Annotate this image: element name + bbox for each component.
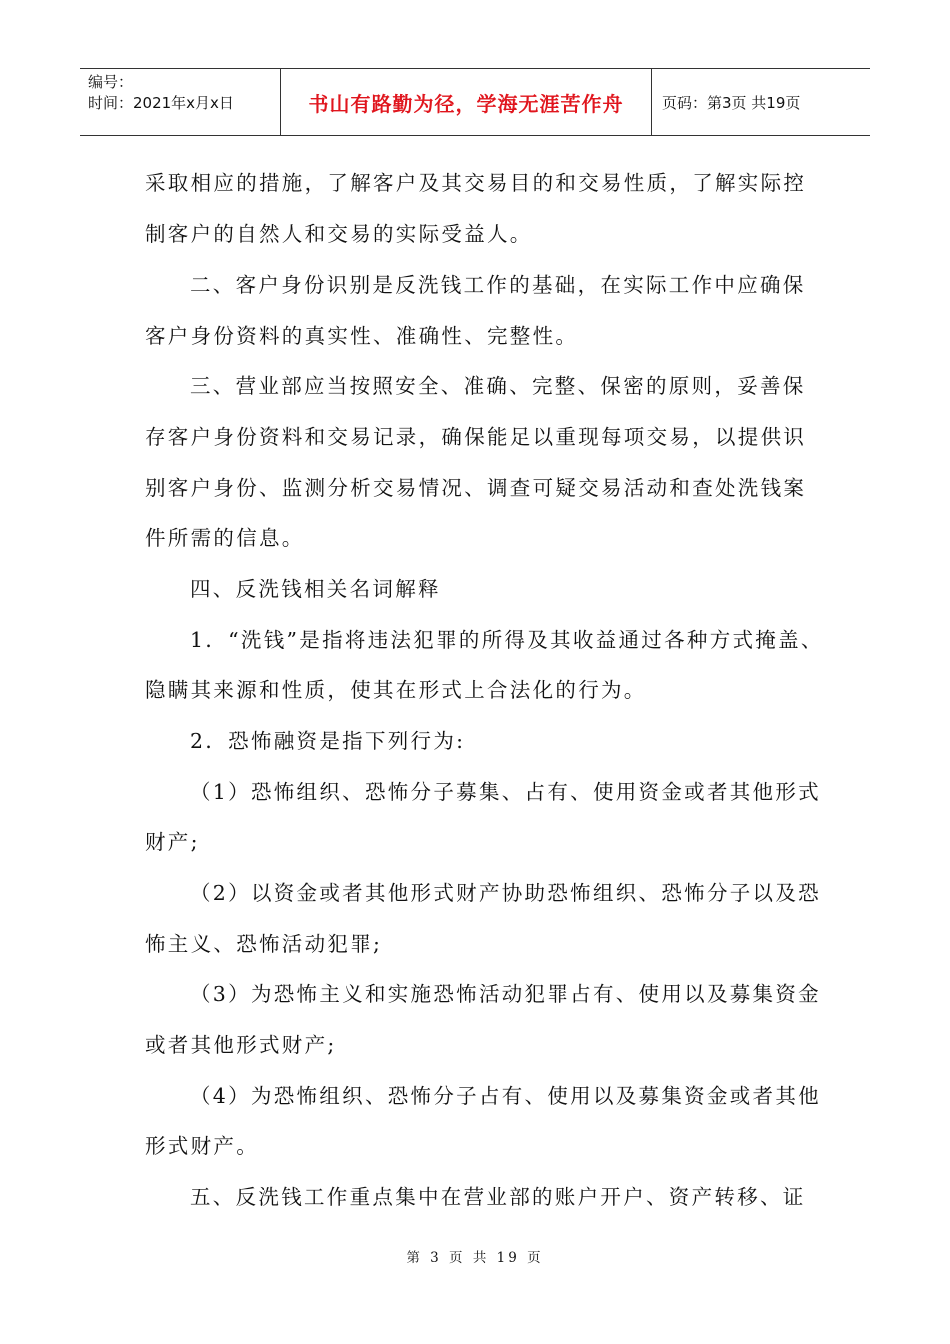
body-line: 三、营业部应当按照安全、准确、完整、保密的原则，妥善保: [190, 374, 806, 398]
body-line: 五、反洗钱工作重点集中在营业部的账户开户、资产转移、证: [190, 1185, 806, 1209]
body-line: 1．“洗钱”是指将违法犯罪的所得及其收益通过各种方式掩盖、: [190, 628, 824, 652]
body-line: 财产;: [145, 830, 200, 854]
page-footer: 第 3 页 共 19 页: [406, 1250, 544, 1266]
body-line: 2．恐怖融资是指下列行为:: [190, 729, 466, 753]
body-line: 客户身份资料的真实性、准确性、完整性。: [145, 324, 579, 348]
header-motto: 书山有路勤为径，学海无涯苦作舟: [308, 91, 624, 116]
header-meta: [80, 69, 280, 135]
header-page-info: 页码：第3页 共19页: [662, 93, 801, 112]
body-line: 形式财产。: [145, 1134, 259, 1158]
body-line: （4）为恐怖组织、恐怖分子占有、使用以及募集资金或者其他: [190, 1084, 821, 1108]
body-line: 制客户的自然人和交易的实际受益人。: [145, 222, 533, 246]
body-line: 别客户身份、监测分析交易情况、调查可疑交易活动和查处洗钱案: [145, 476, 807, 500]
document-date-label: 时间：2021年x月x日: [88, 94, 234, 112]
body-line: 怖主义、恐怖活动犯罪;: [145, 932, 383, 956]
body-line: 采取相应的措施，了解客户及其交易目的和交易性质，了解实际控: [145, 171, 807, 195]
body-line: 件所需的信息。: [145, 526, 305, 550]
body-line: （2）以资金或者其他形式财产协助恐怖组织、恐怖分子以及恐: [190, 881, 821, 905]
body-line: （1）恐怖组织、恐怖分子募集、占有、使用资金或者其他形式: [190, 780, 821, 804]
body-line: 二、客户身份识别是反洗钱工作的基础，在实际工作中应确保: [190, 273, 806, 297]
page-header: [80, 68, 870, 136]
header-motto-cell: [280, 69, 652, 135]
body-line: 四、反洗钱相关名词解释: [190, 577, 441, 601]
body-line: （3）为恐怖主义和实施恐怖活动犯罪占有、使用以及募集资金: [190, 982, 821, 1006]
body-line: 隐瞒其来源和性质，使其在形式上合法化的行为。: [145, 678, 647, 702]
body-line: 或者其他形式财产;: [145, 1033, 337, 1057]
body-line: 存客户身份资料和交易记录，确保能足以重现每项交易，以提供识: [145, 425, 807, 449]
header-page-info-cell: [652, 69, 870, 135]
document-number-label: 编号：: [88, 73, 134, 91]
